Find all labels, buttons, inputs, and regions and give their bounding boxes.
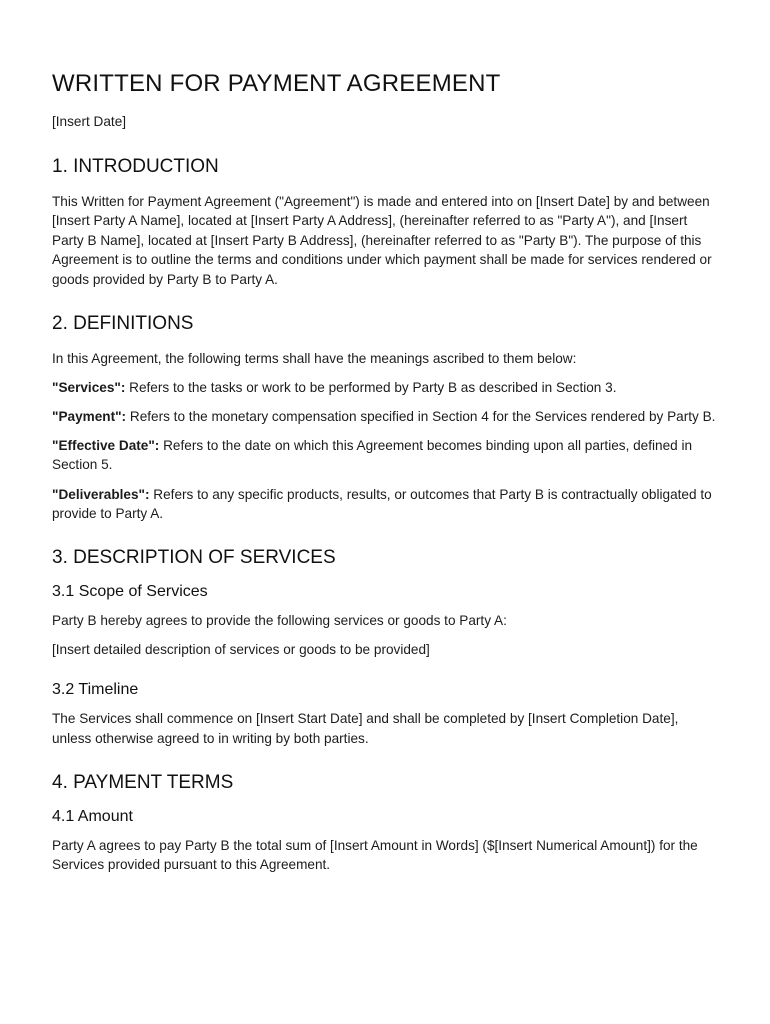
document-title: WRITTEN FOR PAYMENT AGREEMENT xyxy=(52,70,501,97)
definition-text: Refers to the tasks or work to be performed by Party B as described in Section 3. xyxy=(125,379,617,395)
definition-text: Refers to the date on which this Agreement becomes binding upon all parties, defined in Section 5. xyxy=(52,437,693,473)
definition-text: Refers to any specific products, results, or outcomes that Party B is contractually obligated to provide to Party A. xyxy=(52,486,712,522)
section-heading-introduction: 1. INTRODUCTION xyxy=(52,155,219,177)
subsection-heading-scope: 3.1 Scope of Services xyxy=(52,582,208,600)
timeline-paragraph: The Services shall commence on [Insert Start Date] and shall be completed by [Insert Completion Date], unless otherwise agreed to in writing by both parties. xyxy=(52,711,679,746)
definition-text: Refers to the monetary compensation specified in Section 4 for the Services rendered by Party B. xyxy=(126,408,716,424)
definition-item-deliverables xyxy=(52,485,720,524)
definitions-intro: In this Agreement, the following terms shall have the meanings ascribed to them below: xyxy=(52,350,577,366)
scope-paragraph: Party B hereby agrees to provide the following services or goods to Party A: xyxy=(52,612,507,628)
section-heading-payment-terms: 4. PAYMENT TERMS xyxy=(52,771,234,793)
definition-item-services xyxy=(52,378,720,398)
definition-term: "Payment": xyxy=(52,408,127,424)
definition-term: "Services": xyxy=(52,379,126,395)
section-heading-services: 3. DESCRIPTION OF SERVICES xyxy=(52,546,336,568)
document-date: [Insert Date] xyxy=(52,114,127,129)
scope-placeholder: [Insert detailed description of services or goods to be provided] xyxy=(52,641,430,657)
subsection-heading-amount: 4.1 Amount xyxy=(52,807,133,825)
document-page xyxy=(52,70,720,884)
definition-term: "Effective Date": xyxy=(52,437,160,453)
subsection-heading-timeline: 3.2 Timeline xyxy=(52,681,139,699)
definition-term: "Deliverables": xyxy=(52,486,150,502)
amount-paragraph: Party A agrees to pay Party B the total sum of [Insert Amount in Words] ($[Insert Numerical Amount]) for the Services provided pursuant to this Agreement. xyxy=(52,837,698,873)
section-heading-definitions: 2. DEFINITIONS xyxy=(52,312,194,334)
introduction-paragraph: This Written for Payment Agreement ("Agreement") is made and entered into on [Insert Date] by and between [Insert Party A Name], located at [Insert Party A Address], (hereinafter referred to as "Party A"), and [Insert Party B Name], located at [Insert Party B Address], (hereinafter referred to as "Party B"). The purpose of this Agreement is to outline the terms and conditions under which payment shall be made for services rendered or goods provided by Party B to Party A. xyxy=(52,193,712,287)
definition-item-effective-date xyxy=(52,436,720,475)
definition-item-payment xyxy=(52,407,720,427)
